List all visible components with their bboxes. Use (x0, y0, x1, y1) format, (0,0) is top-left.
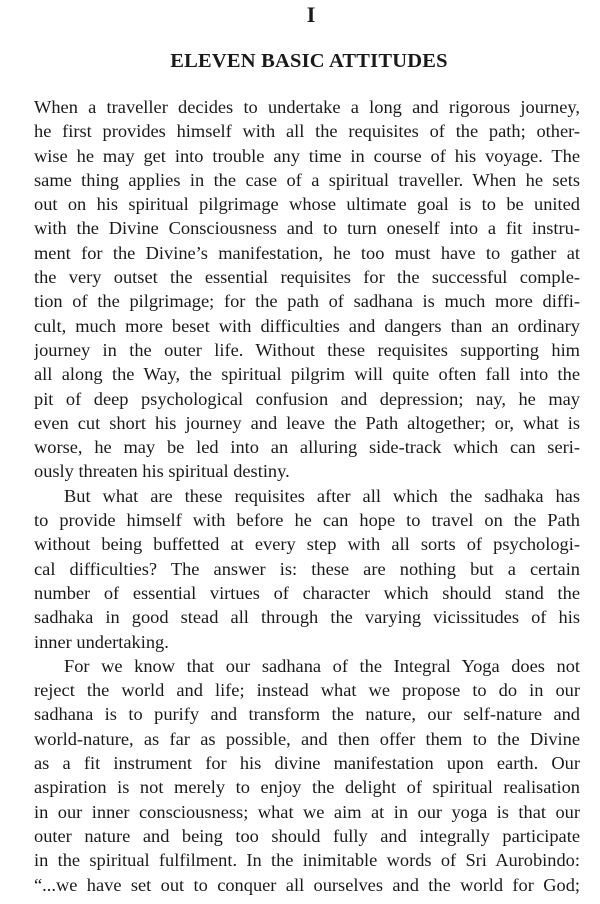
text-line: number of essential virtues of character which should stand the (34, 582, 580, 603)
text-line: world-nature, as far as possible, and then offer them to the Divine (34, 728, 580, 749)
text-line: pit of deep psychological confusion and depression; nay, he may (34, 388, 580, 409)
text-line: journey in the outer life. Without these requisites supporting him (34, 339, 580, 360)
text-line: ously threaten his spiritual destiny. (34, 461, 290, 482)
text-line: But what are these requisites after all which the sadhaka has (64, 485, 580, 506)
text-line: cal difficulties? The answer is: these are nothing but a certain (34, 558, 580, 579)
text-line: as a fit instrument for his divine manifestation upon earth. Our (34, 753, 580, 774)
text-line: reject the world and life; instead what we propose to do in our (34, 680, 580, 701)
text-line: sadhaka in good stead all through the varying vicissitudes of his (34, 607, 580, 628)
text-line: aspiration is not merely to enjoy the delight of spiritual realisation (34, 777, 580, 798)
text-line: out on his spiritual pilgrimage whose ultimate goal is to be united (34, 194, 580, 215)
text-line: wise he may get into trouble any time in course of his voyage. The (34, 145, 580, 166)
text-line: in the spiritual fulfilment. In the inimitable words of Sri Aurobindo: (34, 850, 580, 871)
text-line: cult, much more beset with difficulties and dangers than an ordinary (34, 315, 580, 336)
text-line: to provide himself with before he can hope to travel on the Path (34, 510, 580, 531)
text-line: even cut short his journey and leave the Path altogether; or, what is (34, 412, 580, 433)
text-line: the very outset the essential requisites for the successful comple- (34, 267, 580, 288)
text-line: When a traveller decides to undertake a long and rigorous journey, (34, 97, 580, 117)
text-line: same thing applies in the case of a spiritual traveller. When he sets (34, 169, 580, 190)
text-line: tion of the pilgrimage; for the path of sadhana is much more diffi- (34, 291, 580, 312)
text-line: For we know that our sadhana of the Integral Yoga does not (64, 655, 580, 676)
body-text (34, 95, 580, 897)
chapter-title: ELEVEN BASIC ATTITUDES (170, 50, 448, 72)
text-line: sadhana is to purify and transform the nature, our self-nature and (34, 704, 580, 725)
text-line: ment for the Divine’s manifestation, he too must have to gather at (34, 242, 580, 263)
text-line: worse, he may be led into an alluring side-track which can seri- (34, 437, 580, 458)
paragraph-2 (34, 484, 580, 654)
text-line: with the Divine Consciousness and to turn oneself into a fit instru- (34, 218, 580, 239)
paragraph-1 (34, 95, 580, 484)
text-line: outer nature and being too should fully and integrally participate (34, 825, 580, 846)
text-line: all along the Way, the spiritual pilgrim will quite often fall into the (34, 364, 580, 385)
text-line: in our inner consciousness; what we aim at in our yoga is that our (34, 801, 580, 822)
text-line: without being buffetted at every step with all sorts of psychologi- (34, 534, 580, 555)
text-line: he first provides himself with all the requisites of the path; other- (34, 121, 580, 142)
chapter-number: I (306, 2, 316, 27)
text-line: inner undertaking. (34, 631, 169, 652)
paragraph-3 (34, 654, 580, 897)
text-line: “...we have set out to conquer all ourselves and the world for God; (34, 874, 580, 895)
